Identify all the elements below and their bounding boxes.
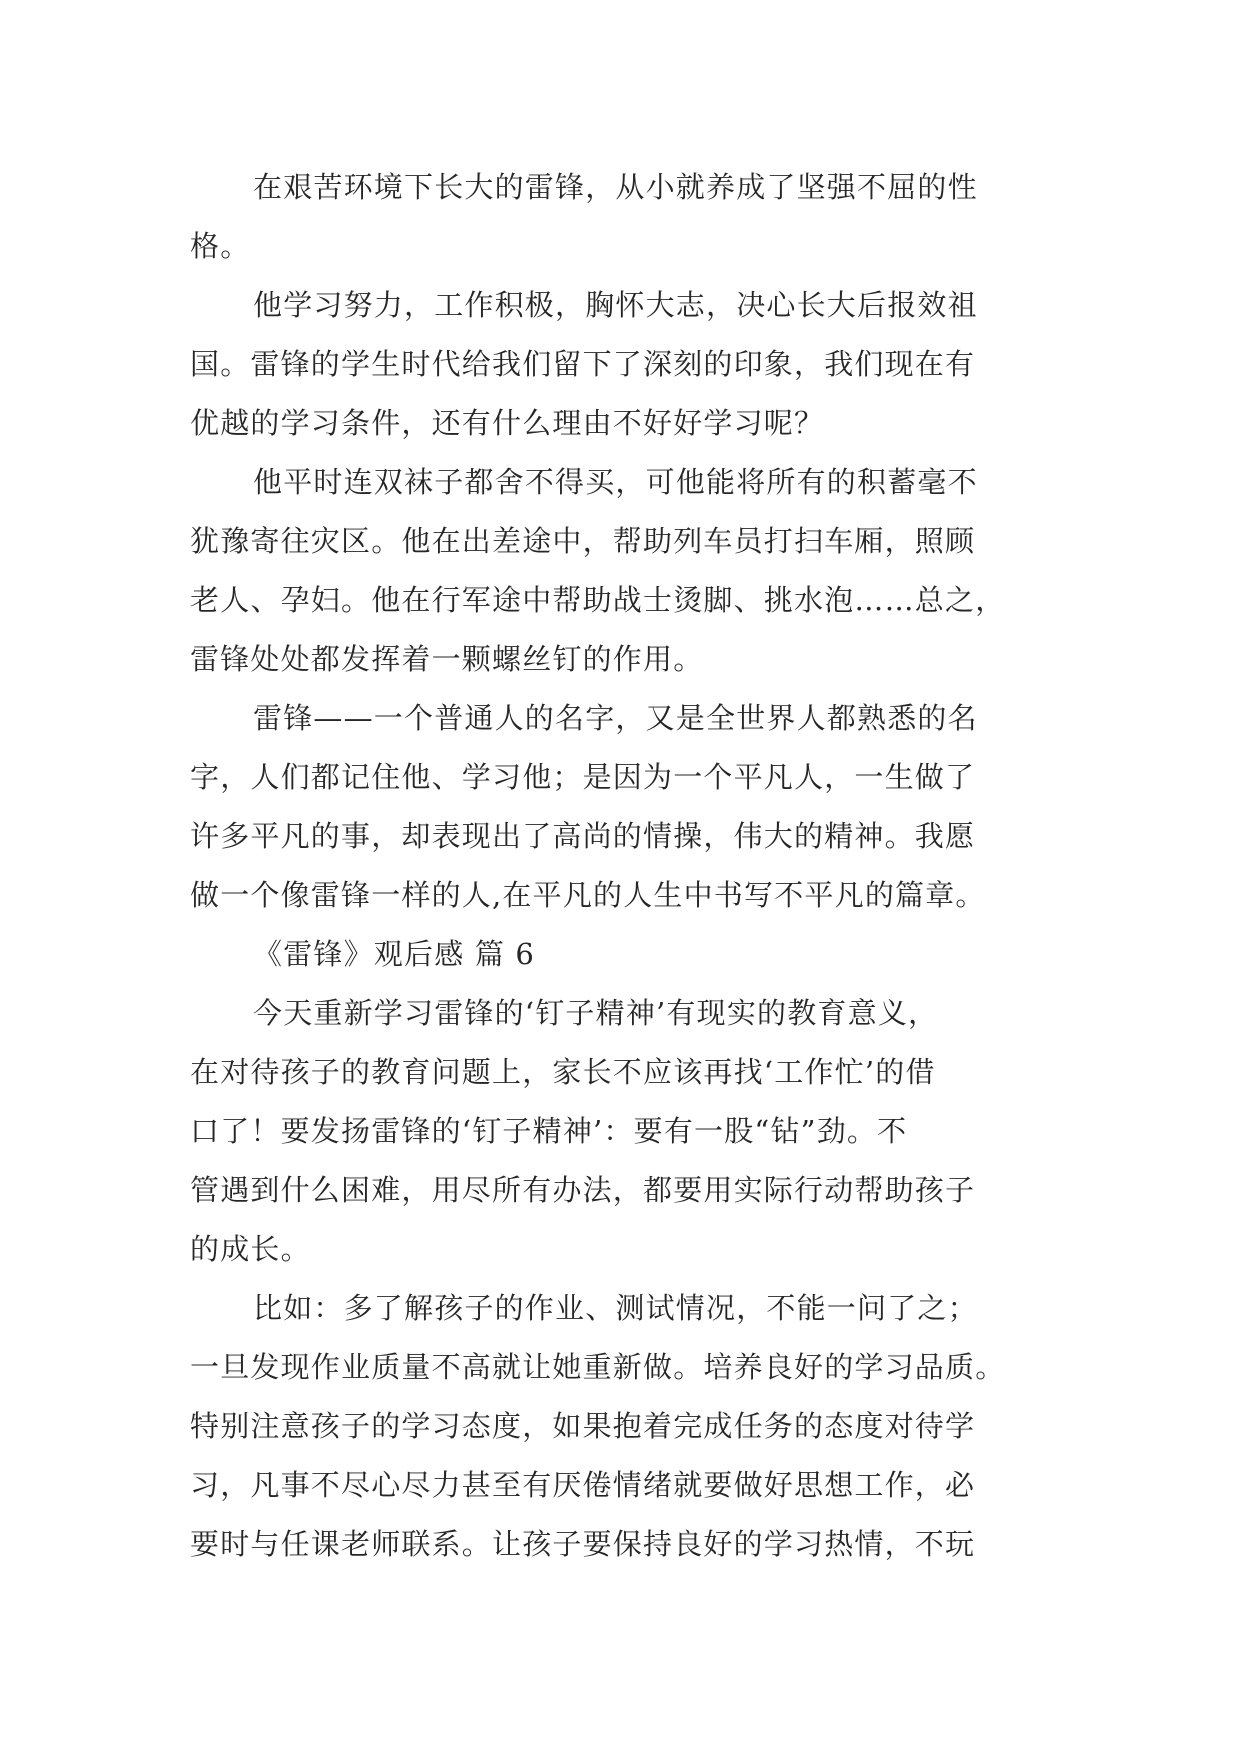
text-line: 比如：多了解孩子的作业、测试情况，不能一问了之；	[253, 1291, 978, 1325]
text-line: 在对待孩子的教育问题上，家长不应该再找‘工作忙’的借	[190, 1055, 936, 1089]
text-line: 在艰苦环境下长大的雷锋，从小就养成了坚强不屈的性	[253, 170, 978, 204]
section-heading	[190, 925, 1052, 984]
text-line: 他学习努力，工作积极，胸怀大志，决心长大后报效祖	[253, 288, 978, 322]
text-line: 他平时连双袜子都舍不得买，可他能将所有的积蓄毫不	[253, 465, 978, 499]
text-line: 国。雷锋的学生时代给我们留下了深刻的印象，我们现在有	[190, 347, 976, 381]
text-line: 许多平凡的事，却表现出了高尚的情操，伟大的精神。我愿	[190, 819, 976, 853]
text-line: 一旦发现作业质量不高就让她重新做。培养良好的学习品质。	[190, 1350, 1006, 1384]
text-line: 优越的学习条件，还有什么理由不好好学习呢？	[190, 406, 825, 440]
document-body	[190, 158, 1052, 1574]
section-heading-text: 《雷锋》观后感 篇 6	[253, 937, 536, 971]
text-line: 习，凡事不尽心尽力甚至有厌倦情绪就要做好思想工作，必	[190, 1468, 976, 1502]
text-line: 犹豫寄往灾区。他在出差途中，帮助列车员打扫车厢，照顾	[190, 524, 976, 558]
paragraph-studies	[190, 276, 1052, 453]
text-line: 管遇到什么困难，用尽所有办法，都要用实际行动帮助孩子	[190, 1173, 976, 1207]
text-line: 今天重新学习雷锋的‘钉子精神’有现实的教育意义，	[253, 996, 939, 1030]
text-line: 老人、孕妇。他在行军途中帮助战士烫脚、挑水泡……总之，	[190, 583, 1006, 617]
text-line: 雷锋——一个普通人的名字，又是全世界人都熟悉的名	[253, 701, 978, 735]
paragraph-nail-spirit	[190, 984, 1052, 1279]
paragraph-example	[190, 1279, 1052, 1574]
text-line: 口了！要发扬雷锋的‘钉子精神’：要有一股“钻”劲。不	[190, 1114, 908, 1148]
text-line: 字，人们都记住他、学习他；是因为一个平凡人，一生做了	[190, 760, 976, 794]
text-line: 雷锋处处都发挥着一颗螺丝钉的作用。	[190, 642, 704, 676]
text-line: 特别注意孩子的学习态度，如果抱着完成任务的态度对待学	[190, 1409, 976, 1443]
text-line: 的成长。	[190, 1232, 311, 1266]
text-line: 要时与任课老师联系。让孩子要保持良好的学习热情，不玩	[190, 1527, 976, 1561]
paragraph-upbringing	[190, 158, 1052, 276]
text-line: 格。	[190, 229, 251, 263]
text-line: 做一个像雷锋一样的人,在平凡的人生中书写不平凡的篇章。	[190, 878, 986, 912]
paragraph-deeds	[190, 453, 1052, 689]
paragraph-ordinary-person	[190, 689, 1052, 925]
